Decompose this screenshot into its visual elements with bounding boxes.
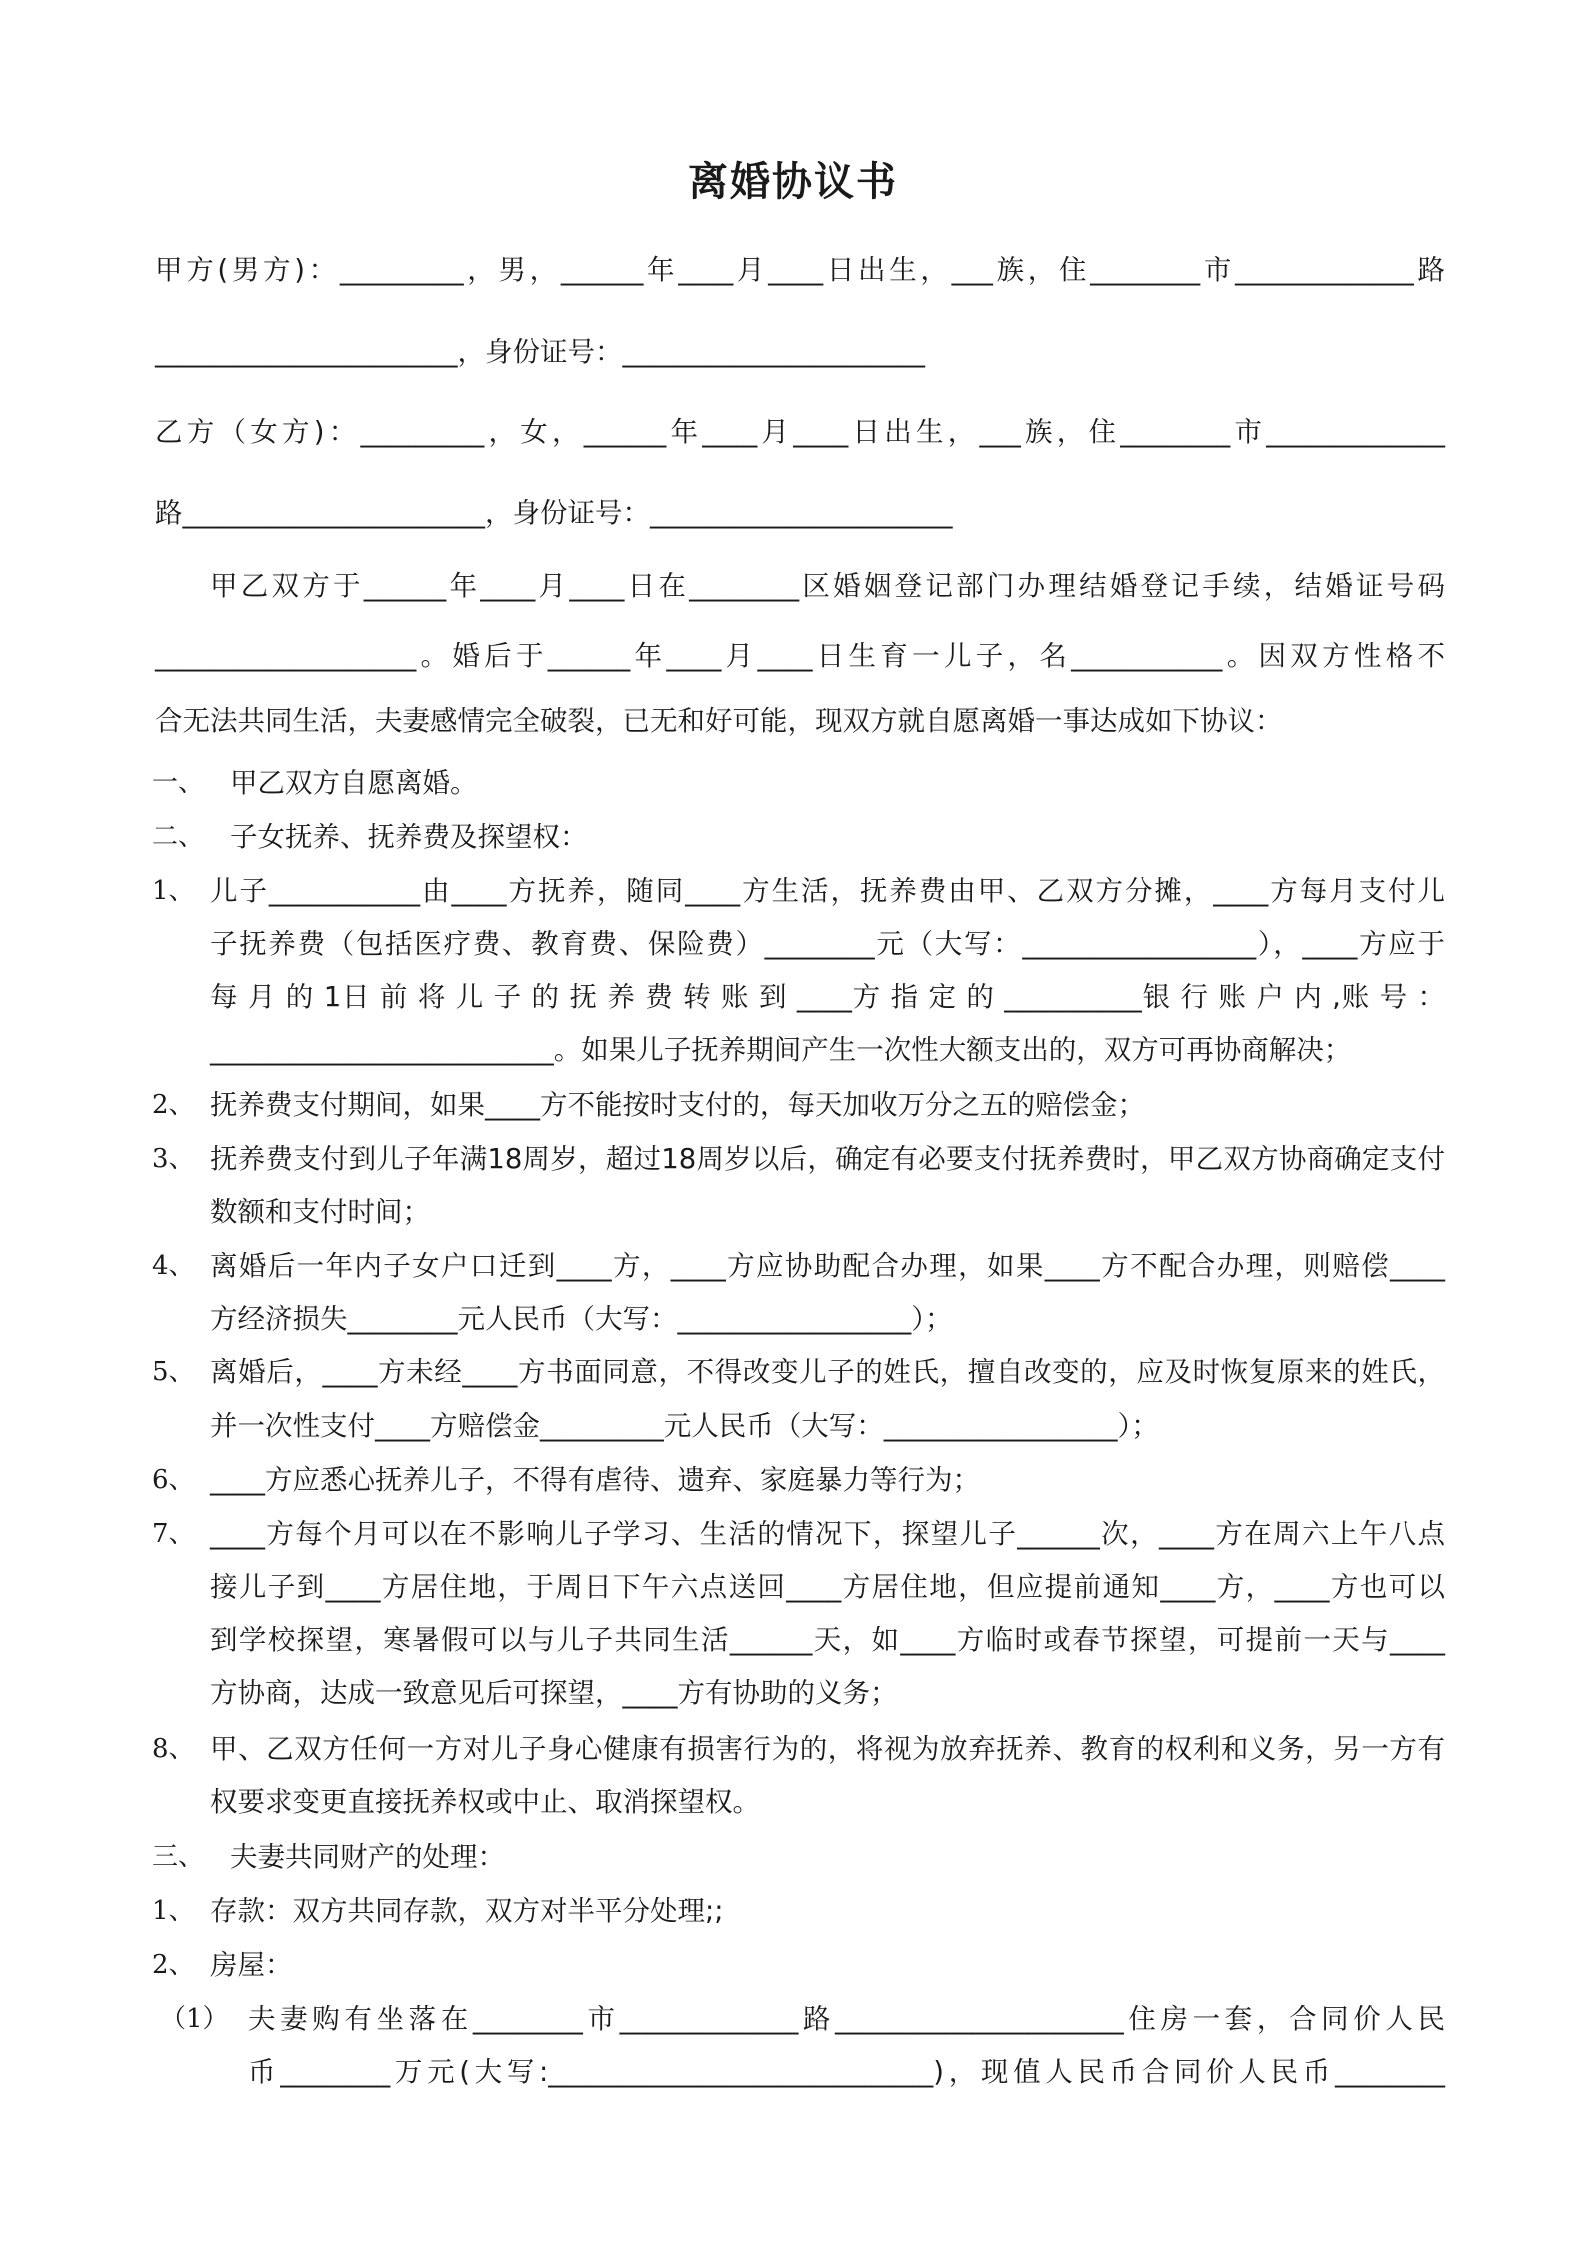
clause-line: 数额和支付时间； — [210, 1196, 430, 1228]
house-subclause-number: （1） — [160, 2004, 229, 2034]
clause-line: ____方应悉心抚养儿子，不得有虐待、遗弃、家庭暴力等行为； — [210, 1464, 980, 1496]
clause-line: 抚养费支付期间，如果____方不能按时支付的，每天加收万分之五的赔偿金； — [210, 1089, 1145, 1121]
clause-number: 3、 — [152, 1144, 195, 1174]
clause-line: 每 月 的 1日 前 将 儿 子 的 抚 养 费 转 账 到 ____方 指 定 的 __________银 行 账 户 内 ,账 号 ： — [210, 981, 1445, 1013]
clause-line: 离婚后，____方未经____方书面同意，不得改变儿子的姓氏，擅自改变的，应及时恢复原来的姓氏， — [210, 1356, 1445, 1388]
intro-line-3: 合无法共同生活，夫妻感情完全破裂，已无和好可能，现双方就自愿离婚一事达成如下协议： — [155, 705, 1283, 737]
party-b-line-1: 乙方（女方)：_________，女，______年____月____日出生，___族，住________市_____________ — [155, 416, 1445, 448]
clause-line: _________________________。如果儿子抚养期间产生一次性大额支出的，双方可再协商解决； — [210, 1034, 1352, 1066]
clause-number: 1、 — [152, 876, 195, 906]
clause-line: 抚养费支付到儿子年满18周岁，超过18周岁以后，确定有必要支付抚养费时，甲乙双方协商确定支付 — [210, 1143, 1445, 1175]
clause-line: 甲、乙双方任何一方对儿子身心健康有损害行为的，将视为放弃抚养、教育的权利和义务，另一方有 — [210, 1733, 1445, 1765]
section-1-text: 甲乙双方自愿离婚。 — [230, 767, 478, 799]
clause-number: 6、 — [152, 1465, 195, 1495]
property-item-house: 房屋： — [210, 1949, 293, 1981]
section-3-heading: 夫妻共同财产的处理： — [230, 1841, 505, 1873]
clause-number: 7、 — [152, 1519, 195, 1549]
clause-line: 权要求变更直接抚养权或中止、取消探望权。 — [210, 1786, 760, 1818]
clause-line: 到学校探望，寒暑假可以与儿子共同生活______天，如____方临时或春节探望，可提前一天与____ — [210, 1624, 1445, 1656]
section-3-number: 三、 — [152, 1842, 205, 1872]
clause-line: 子抚养费（包括医疗费、教育费、保险费）________元（大写：_________________），____方应于 — [210, 928, 1445, 960]
section-1-number: 一、 — [152, 768, 205, 798]
party-a-line-2: ______________________，身份证号：______________________ — [155, 336, 925, 368]
property-item-deposits: 存款：双方共同存款，双方对半平分处理;; — [210, 1895, 724, 1927]
clause-line: 并一次性支付____方赔偿金_________元人民币（大写：_________________）； — [210, 1410, 1159, 1442]
intro-line-2: ___________________。婚后于______年____月____日生育一儿子，名___________。因双方性格不 — [155, 640, 1445, 672]
section-2-number: 二、 — [152, 822, 205, 852]
intro-line-1: 甲乙双方于______年____月____日在________区婚姻登记部门办理结婚登记手续，结婚证号码 — [210, 570, 1445, 602]
clause-line: 儿子___________由____方抚养，随同____方生活，抚养费由甲、乙双方分摊，____方每月支付儿 — [210, 875, 1445, 907]
section-2-heading: 子女抚养、抚养费及探望权： — [230, 821, 588, 853]
clause-line: 方经济损失________元人民币（大写：_________________）； — [210, 1303, 953, 1335]
property-number: 2、 — [152, 1950, 195, 1980]
clause-number: 4、 — [152, 1251, 195, 1281]
clause-line: 接儿子到____方居住地，于周日下午六点送回____方居住地，但应提前通知____方，____方也可以 — [210, 1571, 1445, 1603]
property-number: 1、 — [152, 1896, 195, 1926]
clause-number: 5、 — [152, 1357, 195, 1387]
clause-number: 8、 — [152, 1734, 195, 1764]
clause-line: 方协商，达成一致意见后可探望，____方有协助的义务； — [210, 1677, 898, 1709]
clause-number: 2、 — [152, 1090, 195, 1120]
document-title: 离婚协议书 — [688, 159, 898, 205]
house-line-2: 币________万元(大写:____________________________)，现值人民币合同价人民币________ — [248, 2056, 1445, 2088]
party-a-line-1: 甲方(男方)：_________，男，______年____月____日出生，___族，住________市_____________路 — [155, 254, 1445, 286]
clause-line: 离婚后一年内子女户口迁到____方，____方应协助配合办理，如果____方不配合办理，则赔偿____ — [210, 1250, 1445, 1282]
house-line-1: 夫妻购有坐落在________市_____________路_____________________住房一套，合同价人民 — [248, 2003, 1445, 2035]
clause-line: ____方每个月可以在不影响儿子学习、生活的情况下，探望儿子______次，____方在周六上午八点 — [210, 1518, 1445, 1550]
party-b-line-2: 路______________________，身份证号：______________________ — [155, 497, 953, 529]
